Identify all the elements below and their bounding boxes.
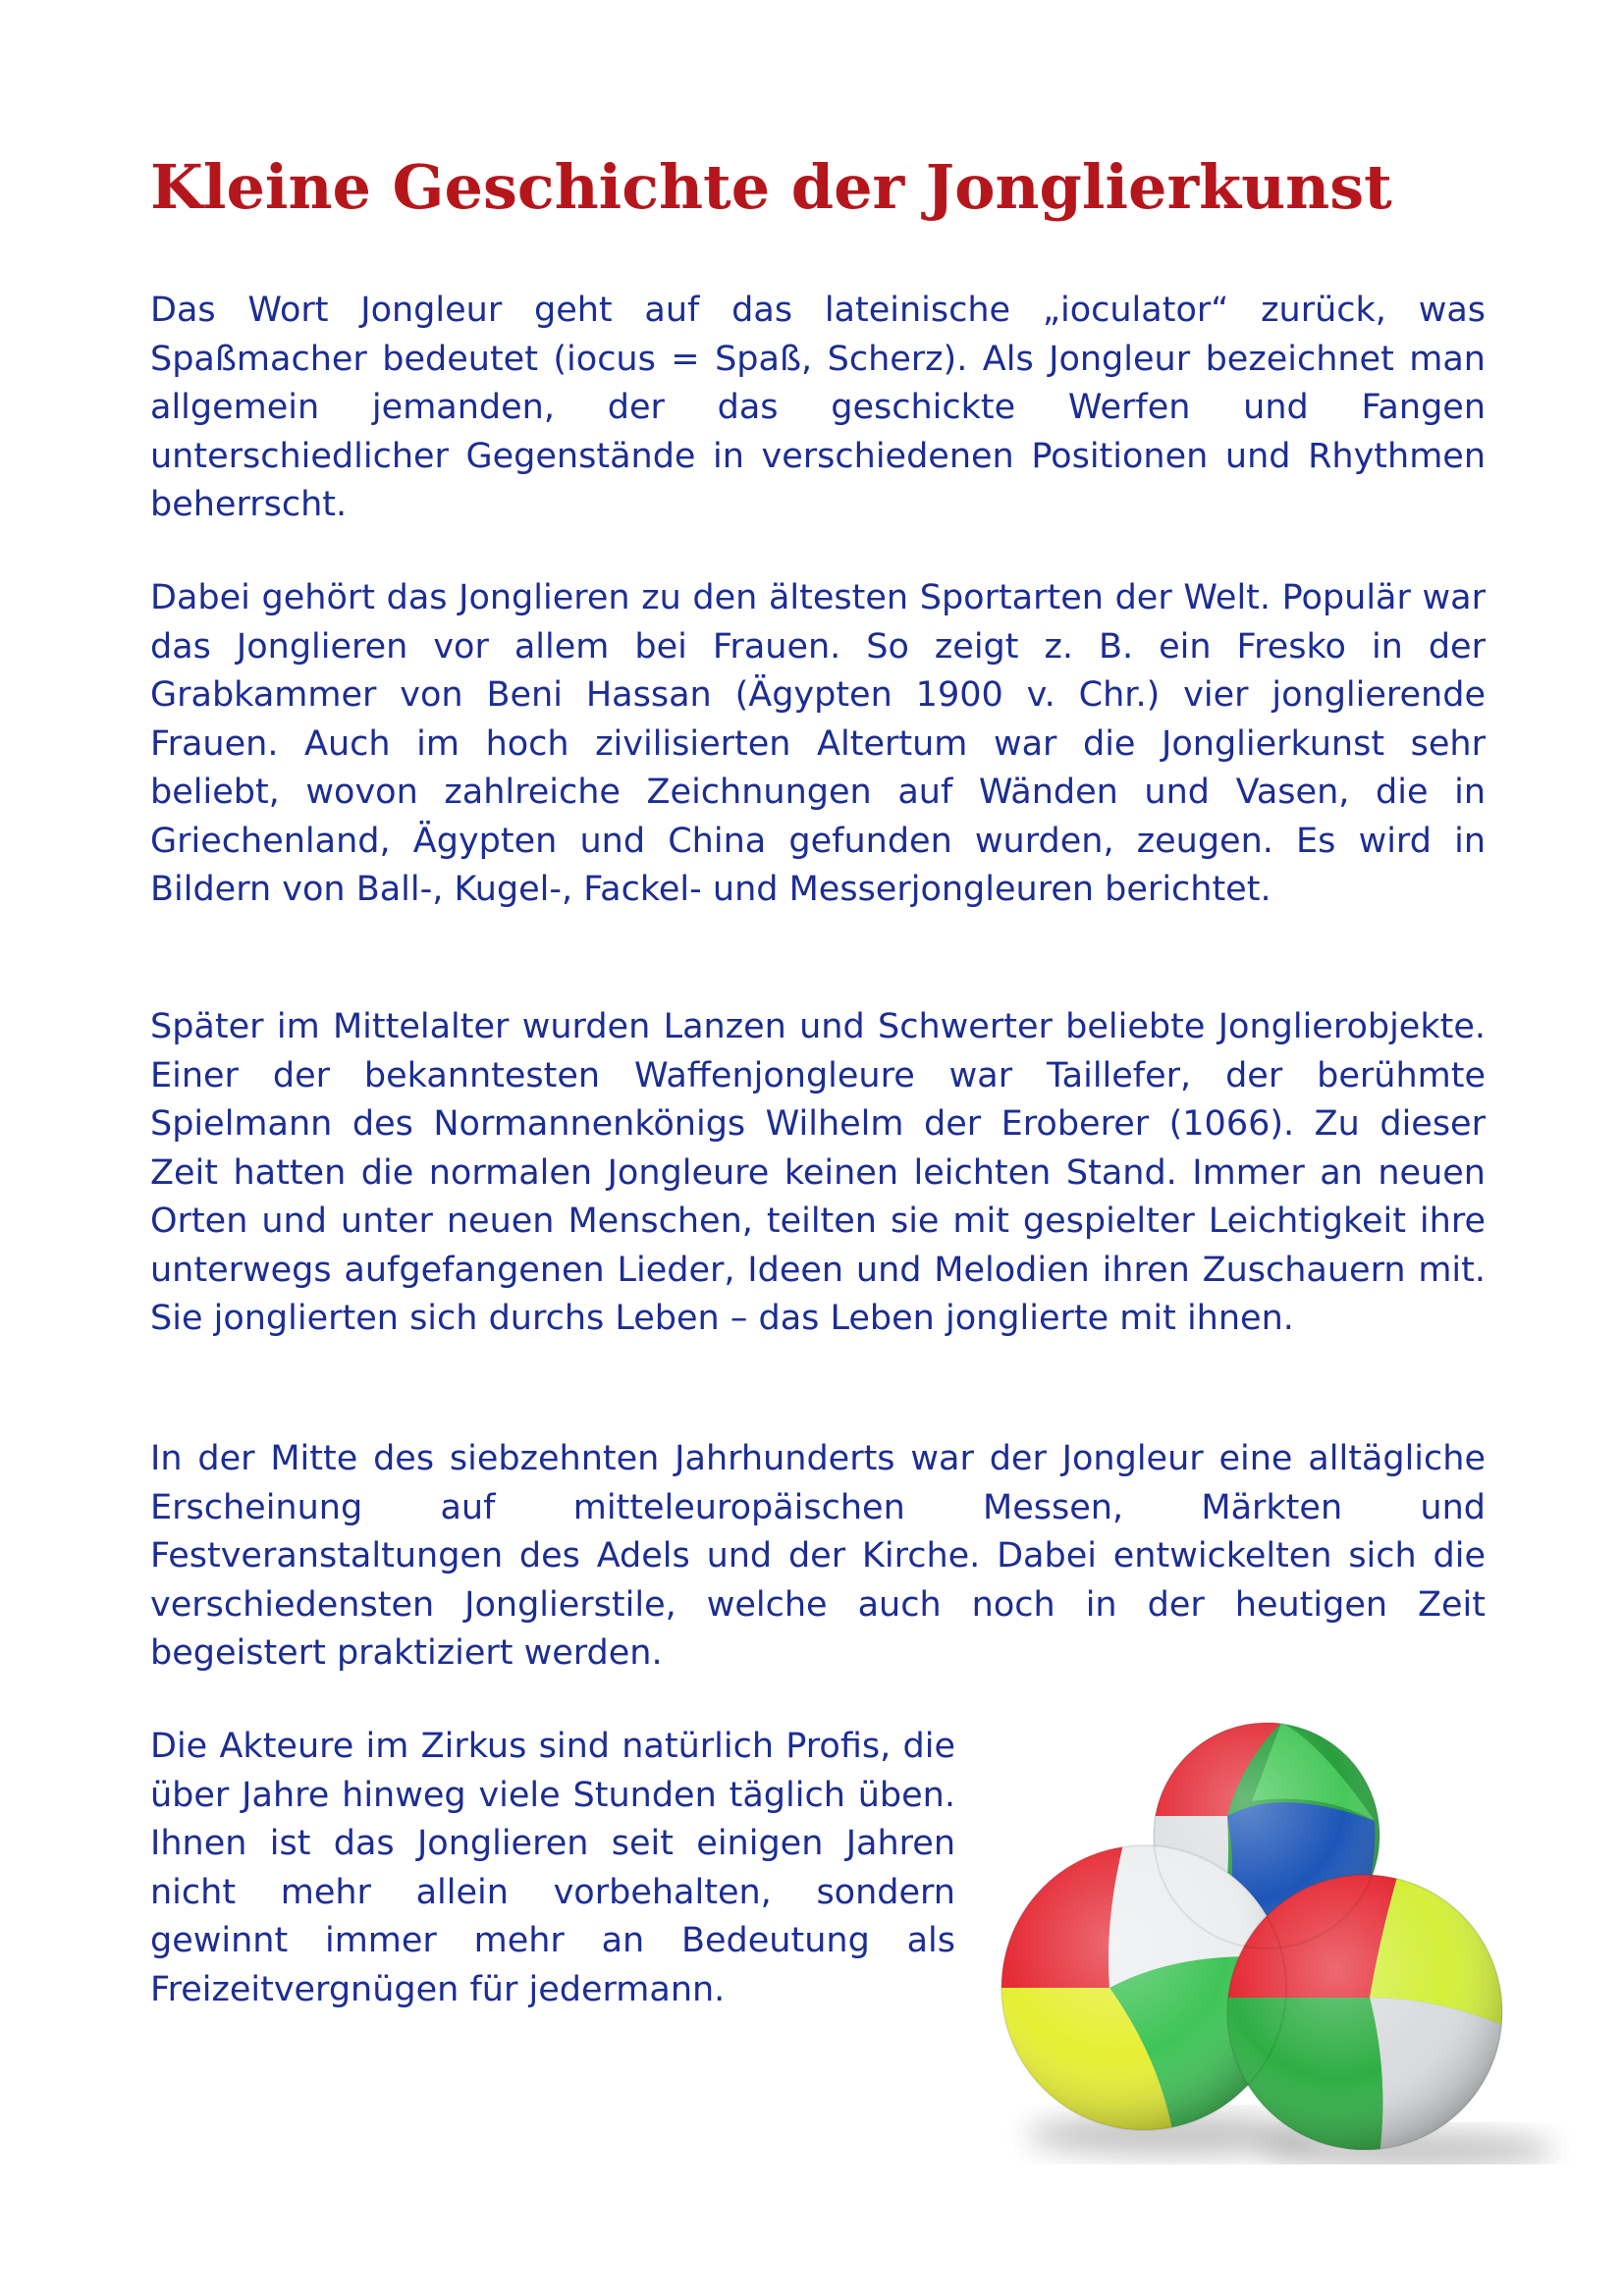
paragraph-seventeenth-century: In der Mitte des siebzehnten Jahrhunderts war der Jongleur eine alltägliche Erscheinung auf mitteleuropäischen Messen, Märkten und Festveranstaltungen des Adels und der Kirche. Dabei entwickelten sich die verschiedensten Jonglierstile, welche auch noch in der heutigen Zeit begeistert praktiziert werden. bbox=[150, 1439, 1486, 1673]
page-title: Kleine Geschichte der Jonglierkunst bbox=[150, 151, 1392, 223]
paragraph-middle-ages: Später im Mittelalter wurden Lanzen und Schwerter beliebte Jonglierobjekte. Einer der bekanntesten Waffenjongleure war Taillefer, der berühmte Spielmann des Normannenkönigs Wilhelm der Eroberer (1066). Zu dieser Zeit hatten die normalen Jongleure keinen leichten Stand. Immer an neuen Orten und unter neuen Menschen, teilten sie mit gespielter Leichtigkeit ihre unterwegs aufgefangenen Lieder, Ideen und Melodien ihren Zuschauern mit. Sie jonglierten sich durchs Leben – das Leben jonglierte mit ihnen. bbox=[150, 1007, 1486, 1338]
juggling-balls-icon bbox=[987, 1703, 1576, 2164]
paragraph-circus: Die Akteure im Zirkus sind natürlich Profis, die über Jahre hinweg viele Stunden täglich üben. Ihnen ist das Jonglieren seit einigen Jahren nicht mehr allein vorbehalten, sondern gewinnt immer mehr an Bedeutung als Freizeitvergnügen für jedermann. bbox=[150, 1727, 955, 2009]
paragraph-antiquity: Dabei gehört das Jonglieren zu den ältesten Sportarten der Welt. Populär war das Jonglieren vor allem bei Frauen. So zeigt z. B. ein Fresko in der Grabkammer von Beni Hassan (Ägypten 1900 v. Chr.) vier jonglierende Frauen. Auch im hoch zivilisierten Altertum war die Jonglierkunst sehr beliebt, wovon zahlreiche Zeichnungen auf Wänden und Vasen, die in Griechenland, Ägypten und China gefunden wurden, zeugen. Es wird in Bildern von Ball-, Kugel-, Fackel- und Messerjongleuren berichtet. bbox=[150, 578, 1486, 909]
paragraph-etymology: Das Wort Jongleur geht auf das lateinische „ioculator“ zurück, was Spaßmacher bedeutet (iocus = Spaß, Scherz). Als Jongleur bezeichnet man allgemein jemanden, der das geschickte Werfen und Fangen unterschiedlicher Gegenstände in verschiedenen Positionen und Rhythmen beherrscht. bbox=[150, 291, 1486, 524]
